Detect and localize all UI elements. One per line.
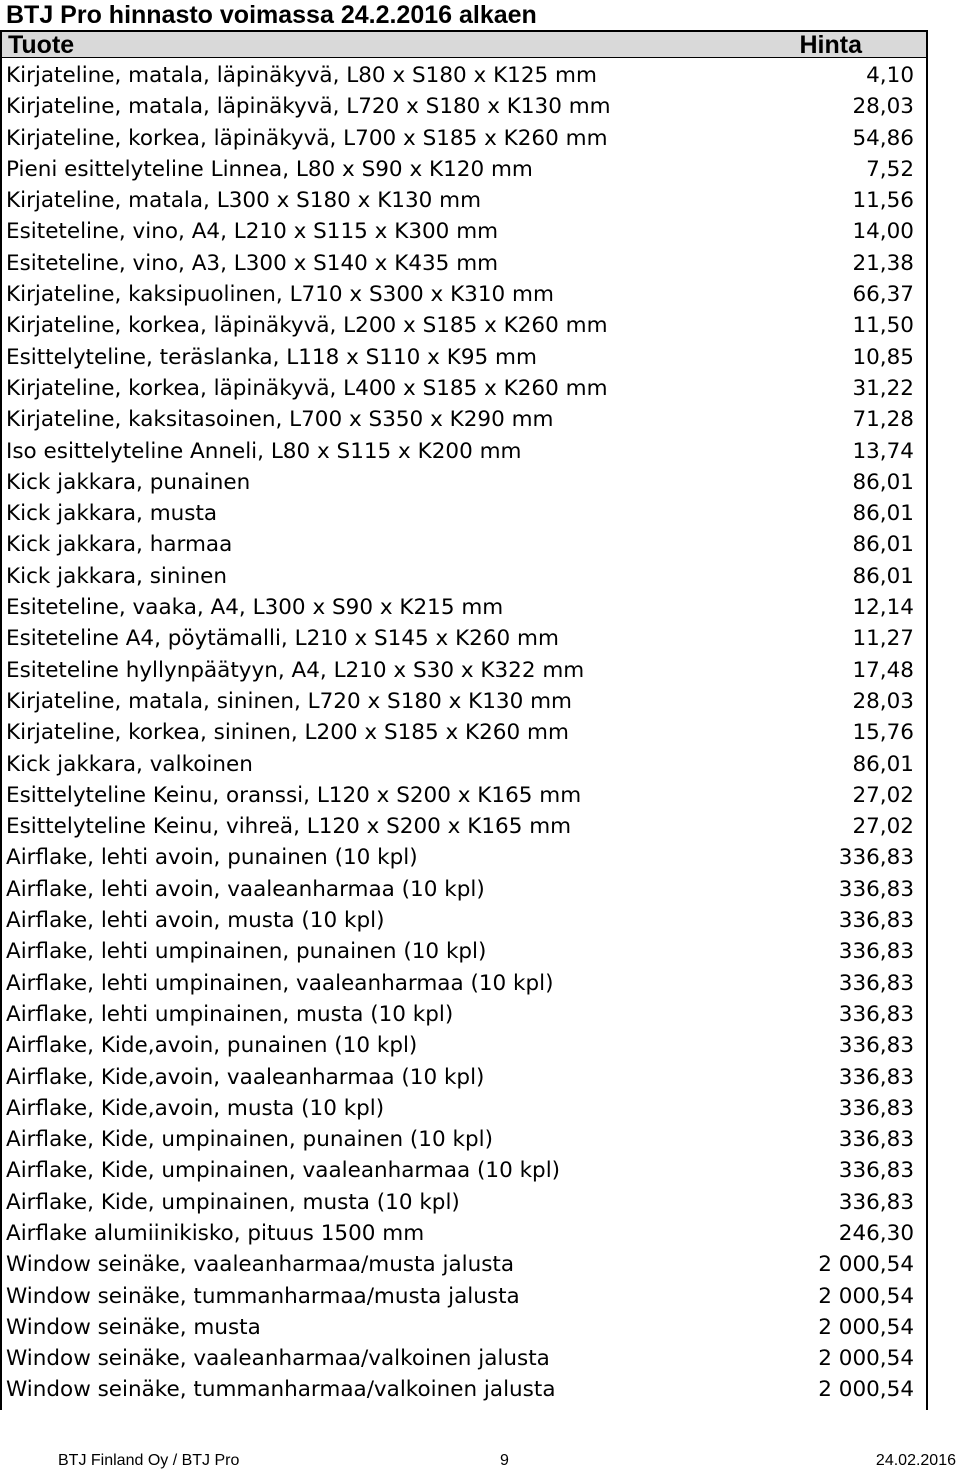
price-list [0, 60, 928, 1406]
product-name: Airflake, Kide, umpinainen, punainen (10 kpl) [6, 1127, 493, 1153]
product-price: 336,83 [838, 1189, 914, 1215]
table-row [0, 717, 928, 748]
table-row [0, 216, 928, 247]
product-price: 336,83 [838, 1158, 914, 1184]
product-price: 336,83 [838, 939, 914, 965]
product-price: 27,02 [852, 814, 914, 840]
product-name: Kirjateline, korkea, läpinäkyvä, L200 x S185 x K260 mm [6, 313, 608, 339]
table-row [0, 655, 928, 686]
product-name: Kick jakkara, musta [6, 501, 218, 527]
product-price: 66,37 [852, 282, 914, 308]
table-row [0, 686, 928, 717]
table-row [0, 248, 928, 279]
product-price: 246,30 [838, 1220, 914, 1246]
product-price: 4,10 [866, 63, 914, 88]
table-row [0, 279, 928, 310]
document-title: BTJ Pro hinnasto voimassa 24.2.2016 alkaen [6, 1, 537, 29]
table-row [0, 1218, 928, 1249]
product-name: Kick jakkara, punainen [6, 469, 251, 495]
table-row [0, 749, 928, 780]
product-name: Airflake, Kide,avoin, musta (10 kpl) [6, 1095, 385, 1121]
product-price: 336,83 [838, 1127, 914, 1153]
table-row [0, 498, 928, 529]
product-price: 28,03 [852, 688, 914, 714]
product-name: Iso esittelyteline Anneli, L80 x S115 x K200 mm [6, 438, 522, 464]
product-name: Pieni esittelyteline Linnea, L80 x S90 x K120 mm [6, 156, 533, 182]
table-row [0, 1030, 928, 1061]
product-price: 11,56 [852, 188, 914, 214]
table-row [0, 936, 928, 967]
table-row [0, 436, 928, 467]
product-name: Esiteteline A4, pöytämalli, L210 x S145 x K260 mm [6, 626, 559, 652]
table-row [0, 1343, 928, 1374]
table-row [0, 310, 928, 341]
table-row [0, 905, 928, 936]
product-name: Window seinäke, musta [6, 1314, 261, 1340]
table-row [0, 780, 928, 811]
table-header [0, 30, 928, 58]
product-price: 2 000,54 [818, 1377, 914, 1403]
product-price: 86,01 [852, 532, 914, 558]
product-name: Airflake, Kide, umpinainen, vaaleanharmaa (10 kpl) [6, 1158, 561, 1184]
product-name: Airflake, Kide,avoin, vaaleanharmaa (10 kpl) [6, 1064, 485, 1090]
table-row [0, 592, 928, 623]
product-name: Esiteteline, vino, A3, L300 x S140 x K435 mm [6, 250, 499, 276]
product-name: Airflake, lehti avoin, punainen (10 kpl) [6, 845, 418, 871]
table-row [0, 1124, 928, 1155]
product-price: 336,83 [838, 1064, 914, 1090]
footer-page-number: 9 [500, 1452, 509, 1469]
product-price: 2 000,54 [818, 1283, 914, 1309]
product-price: 27,02 [852, 782, 914, 808]
product-price: 28,03 [852, 94, 914, 120]
product-price: 12,14 [852, 595, 914, 621]
product-name: Esiteteline hyllynpäätyyn, A4, L210 x S30 x K322 mm [6, 657, 585, 683]
table-row [0, 1249, 928, 1280]
table-row [0, 1062, 928, 1093]
product-price: 71,28 [852, 407, 914, 433]
table-row [0, 1312, 928, 1343]
product-price: 15,76 [852, 720, 914, 746]
column-header-product: Tuote [8, 31, 75, 59]
product-price: 336,83 [838, 876, 914, 902]
product-price: 336,83 [838, 845, 914, 871]
product-name: Kick jakkara, valkoinen [6, 751, 253, 777]
product-name: Airflake, Kide,avoin, punainen (10 kpl) [6, 1033, 418, 1059]
product-name: Window seinäke, tummanharmaa/musta jalusta [6, 1283, 520, 1309]
product-name: Window seinäke, vaaleanharmaa/musta jalusta [6, 1252, 515, 1278]
product-price: 11,27 [852, 626, 914, 652]
product-name: Airflake, lehti avoin, musta (10 kpl) [6, 908, 385, 934]
product-name: Kick jakkara, sininen [6, 563, 227, 589]
product-name: Kirjateline, matala, sininen, L720 x S180 x K130 mm [6, 688, 572, 714]
table-row [0, 1187, 928, 1218]
table-row [0, 842, 928, 873]
product-name: Kirjateline, matala, L300 x S180 x K130 mm [6, 188, 482, 214]
column-header-price: Hinta [799, 31, 862, 59]
product-price: 2 000,54 [818, 1346, 914, 1372]
table-row [0, 373, 928, 404]
product-name: Window seinäke, vaaleanharmaa/valkoinen jalusta [6, 1346, 550, 1372]
product-price: 14,00 [852, 219, 914, 245]
table-row [0, 811, 928, 842]
product-name: Kick jakkara, harmaa [6, 532, 233, 558]
product-price: 13,74 [852, 438, 914, 464]
table-row [0, 529, 928, 560]
product-price: 86,01 [852, 469, 914, 495]
product-price: 31,22 [852, 375, 914, 401]
footer-date: 24.02.2016 [875, 1452, 956, 1469]
product-name: Kirjateline, korkea, läpinäkyvä, L400 x S185 x K260 mm [6, 375, 608, 401]
product-price: 86,01 [852, 501, 914, 527]
table-row [0, 342, 928, 373]
product-name: Airflake alumiinikisko, pituus 1500 mm [6, 1220, 425, 1246]
product-price: 86,01 [852, 563, 914, 589]
product-price: 336,83 [838, 1033, 914, 1059]
product-name: Window seinäke, tummanharmaa/valkoinen jalusta [6, 1377, 556, 1403]
product-price: 21,38 [852, 250, 914, 276]
table-row [0, 968, 928, 999]
price-table-body [0, 60, 928, 1410]
product-price: 86,01 [852, 751, 914, 777]
product-name: Esiteteline, vaaka, A4, L300 x S90 x K215 mm [6, 595, 504, 621]
product-name: Kirjateline, korkea, läpinäkyvä, L700 x S185 x K260 mm [6, 125, 608, 151]
table-row [0, 874, 928, 905]
product-name: Esittelyteline, teräslanka, L118 x S110 x K95 mm [6, 344, 537, 370]
table-row [0, 154, 928, 185]
table-row [0, 1155, 928, 1186]
footer-company: BTJ Finland Oy / BTJ Pro [58, 1452, 240, 1469]
product-price: 7,52 [866, 156, 914, 182]
product-name: Kirjateline, kaksipuolinen, L710 x S300 x K310 mm [6, 282, 554, 308]
table-row [0, 60, 928, 91]
product-name: Esiteteline, vino, A4, L210 x S115 x K300 mm [6, 219, 499, 245]
product-price: 336,83 [838, 970, 914, 996]
product-price: 17,48 [852, 657, 914, 683]
product-name: Esittelyteline Keinu, oranssi, L120 x S200 x K165 mm [6, 782, 582, 808]
table-row [0, 91, 928, 122]
product-name: Kirjateline, matala, läpinäkyvä, L720 x S180 x K130 mm [6, 94, 611, 120]
product-name: Airflake, lehti umpinainen, musta (10 kpl) [6, 1001, 454, 1027]
product-price: 336,83 [838, 1001, 914, 1027]
product-price: 54,86 [852, 125, 914, 151]
table-row [0, 123, 928, 154]
table-row [0, 999, 928, 1030]
product-name: Kirjateline, matala, läpinäkyvä, L80 x S180 x K125 mm [6, 63, 597, 88]
table-row [0, 404, 928, 435]
table-row [0, 561, 928, 592]
table-row [0, 1281, 928, 1312]
product-name: Kirjateline, korkea, sininen, L200 x S185 x K260 mm [6, 720, 569, 746]
product-price: 336,83 [838, 1095, 914, 1121]
table-row [0, 185, 928, 216]
table-row [0, 1374, 928, 1405]
product-name: Airflake, lehti umpinainen, punainen (10 kpl) [6, 939, 487, 965]
product-name: Kirjateline, kaksitasoinen, L700 x S350 x K290 mm [6, 407, 554, 433]
product-price: 11,50 [852, 313, 914, 339]
product-price: 10,85 [852, 344, 914, 370]
product-price: 336,83 [838, 908, 914, 934]
product-name: Esittelyteline Keinu, vihreä, L120 x S200 x K165 mm [6, 814, 572, 840]
product-price: 2 000,54 [818, 1314, 914, 1340]
product-price: 2 000,54 [818, 1252, 914, 1278]
table-row [0, 1093, 928, 1124]
product-name: Airflake, lehti umpinainen, vaaleanharmaa (10 kpl) [6, 970, 554, 996]
table-row [0, 623, 928, 654]
table-row [0, 467, 928, 498]
product-name: Airflake, Kide, umpinainen, musta (10 kpl) [6, 1189, 460, 1215]
product-name: Airflake, lehti avoin, vaaleanharmaa (10 kpl) [6, 876, 485, 902]
